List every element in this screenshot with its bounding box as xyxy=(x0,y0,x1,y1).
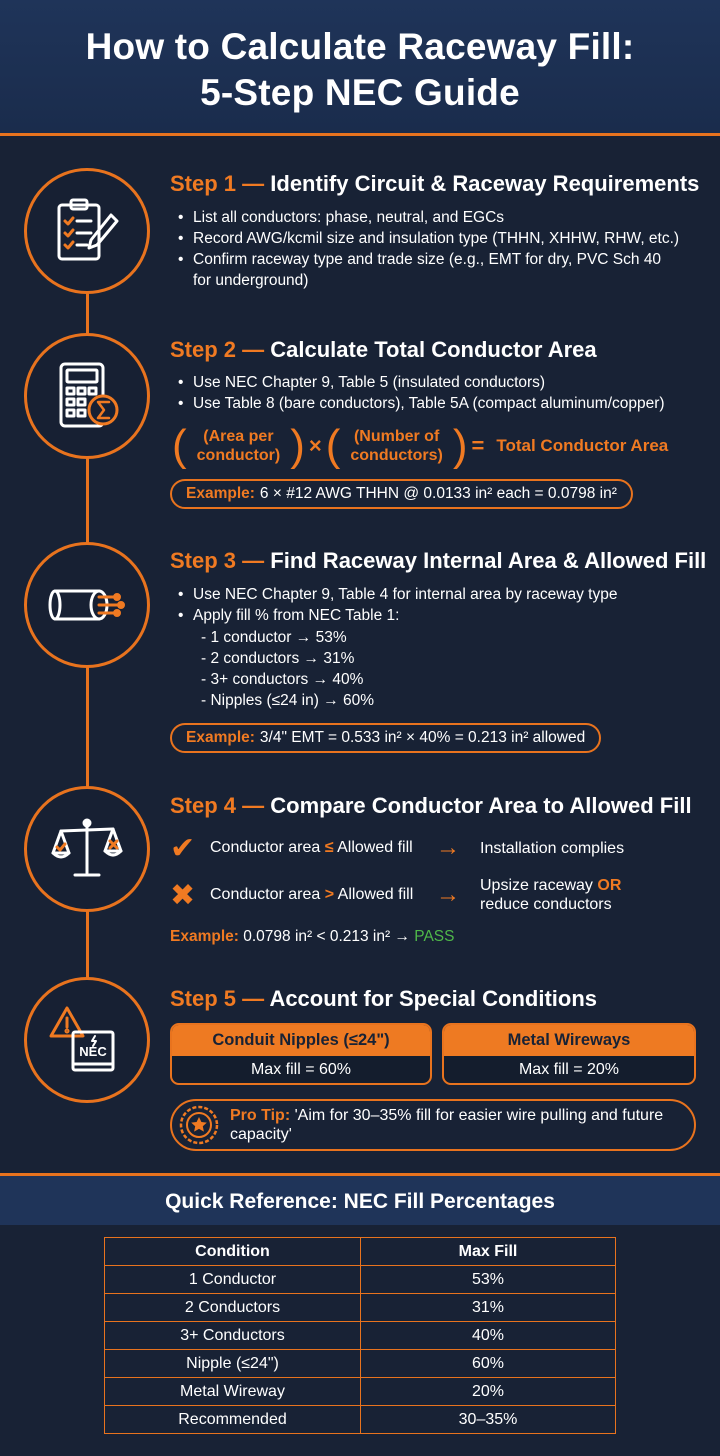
table-row xyxy=(105,1266,616,1294)
table-cell: 30–35% xyxy=(361,1406,616,1434)
formula-term-area: (Area per conductor) xyxy=(196,428,281,464)
step2-example: Example: 6 × #12 AWG THHN @ 0.0133 in² each = 0.0798 in² xyxy=(170,479,633,509)
comparison-condition: Conductor area > Allowed fill xyxy=(210,886,414,903)
list-item: - 3+ conductors → 40% xyxy=(201,671,364,688)
table-row xyxy=(105,1406,616,1434)
step4-title xyxy=(170,793,692,819)
star-badge-icon xyxy=(178,1104,220,1146)
list-item: • Use Table 8 (bare conductors), Table 5A (compact aluminum/copper) xyxy=(178,393,708,414)
list-item: - 2 conductors → 31% xyxy=(201,650,355,667)
list-item: - Nipples (≤24 in) → 60% xyxy=(201,692,375,709)
step3-title xyxy=(170,548,706,574)
step2-title-text: Calculate Total Conductor Area xyxy=(270,337,597,362)
conductor-area-formula: ( (Area per conductor) ) × ( (Number of conductors) ) = Total Conductor Area xyxy=(172,421,669,470)
step4-number: Step 4 — xyxy=(170,793,265,818)
warning-nec-book-icon xyxy=(24,977,150,1103)
comparison-result: Installation complies xyxy=(480,839,625,857)
column-header: Max Fill xyxy=(361,1238,616,1266)
table-cell: 3+ Conductors xyxy=(105,1322,361,1350)
step2-number: Step 2 — xyxy=(170,337,265,362)
table-row xyxy=(105,1322,616,1350)
metal-wireways-box xyxy=(442,1023,696,1085)
step1-bullets xyxy=(178,207,708,291)
step3-title-text: Find Raceway Internal Area & Allowed Fill xyxy=(270,548,707,573)
table-cell: 1 Conductor xyxy=(105,1266,361,1294)
comparison-condition: Conductor area ≤ Allowed fill xyxy=(210,839,413,856)
list-item: - 1 conductor → 53% xyxy=(201,629,347,646)
list-item: • List all conductors: phase, neutral, and EGCs xyxy=(178,207,708,228)
table-row xyxy=(105,1378,616,1406)
checkmark-icon: ✔ xyxy=(170,831,196,865)
pass-label: PASS xyxy=(414,928,455,945)
table-cell: 31% xyxy=(361,1294,616,1322)
step5-number: Step 5 — xyxy=(170,986,265,1011)
table-header-row xyxy=(105,1238,616,1266)
formula-equals: = xyxy=(471,433,485,458)
column-header: Condition xyxy=(105,1238,361,1266)
table-cell: 53% xyxy=(361,1266,616,1294)
fill-percentage-table xyxy=(104,1237,616,1434)
table-cell: Nipple (≤24") xyxy=(105,1350,361,1378)
page-title-line2: 5-Step NEC Guide xyxy=(200,72,520,113)
step5-title xyxy=(170,986,597,1012)
list-item: • Use NEC Chapter 9, Table 4 for internal area by raceway type xyxy=(178,584,708,605)
box-header: Metal Wireways xyxy=(444,1025,694,1056)
nec-book-label: NEC xyxy=(79,1044,107,1059)
arrow-right-icon: → xyxy=(436,881,460,908)
step5-title-text: Account for Special Conditions xyxy=(269,986,598,1011)
table-cell: Metal Wireway xyxy=(105,1378,361,1406)
formula-multiply: × xyxy=(308,433,322,458)
list-item: • Apply fill % from NEC Table 1: xyxy=(178,605,708,626)
step3-number: Step 3 — xyxy=(170,548,265,573)
table-cell: 20% xyxy=(361,1378,616,1406)
page-header xyxy=(0,0,720,136)
calculator-sigma-icon xyxy=(24,333,150,459)
comparison-row-pass xyxy=(170,832,624,864)
step1-number: Step 1 — xyxy=(170,171,265,196)
table-cell: 60% xyxy=(361,1350,616,1378)
step4-example: Example: 0.0798 in² < 0.213 in² → PASS xyxy=(170,928,455,945)
box-body: Max fill = 20% xyxy=(518,1061,620,1078)
box-header: Conduit Nipples (≤24") xyxy=(172,1025,430,1056)
step3-example: Example: 3/4" EMT = 0.533 in² × 40% = 0.213 in² allowed xyxy=(170,723,601,753)
list-item: • Record AWG/kcmil size and insulation type (THHN, XHHW, RHW, etc.) xyxy=(178,228,708,249)
box-body: Max fill = 60% xyxy=(250,1061,352,1078)
step2-title xyxy=(170,337,597,363)
clipboard-checklist-icon xyxy=(24,168,150,294)
step3-bullets xyxy=(178,584,708,626)
formula-result: Total Conductor Area xyxy=(496,436,669,455)
step1-title-text: Identify Circuit & Raceway Requirements xyxy=(270,171,700,196)
list-item: • Confirm raceway type and trade size (e.g., EMT for dry, PVC Sch 40 for underground) xyxy=(178,249,678,291)
formula-term-number: (Number of conductors) xyxy=(350,428,443,464)
arrow-right-icon: → xyxy=(436,834,460,861)
comparison-row-fail xyxy=(170,874,621,916)
comparison-result: Upsize raceway OR reduce conductors xyxy=(480,877,622,913)
quick-reference-title: Quick Reference: NEC Fill Percentages xyxy=(0,1173,720,1225)
step1-title xyxy=(170,171,699,197)
list-item: • Use NEC Chapter 9, Table 5 (insulated conductors) xyxy=(178,372,708,393)
conduit-wires-icon xyxy=(24,542,150,668)
balance-scale-icon xyxy=(24,786,150,912)
table-cell: 2 Conductors xyxy=(105,1294,361,1322)
table-row xyxy=(105,1350,616,1378)
step4-title-text: Compare Conductor Area to Allowed Fill xyxy=(270,793,692,818)
step2-bullets xyxy=(178,372,708,414)
fill-percentage-list xyxy=(201,627,374,711)
table-cell: 40% xyxy=(361,1322,616,1350)
table-cell: Recommended xyxy=(105,1406,361,1434)
conduit-nipples-box xyxy=(170,1023,432,1085)
pro-tip: Pro Tip: 'Aim for 30–35% fill for easier wire pulling and future capacity' xyxy=(170,1099,696,1151)
table-row xyxy=(105,1294,616,1322)
x-mark-icon: ✖ xyxy=(170,878,196,912)
page-title-line1: How to Calculate Raceway Fill: xyxy=(85,26,635,67)
